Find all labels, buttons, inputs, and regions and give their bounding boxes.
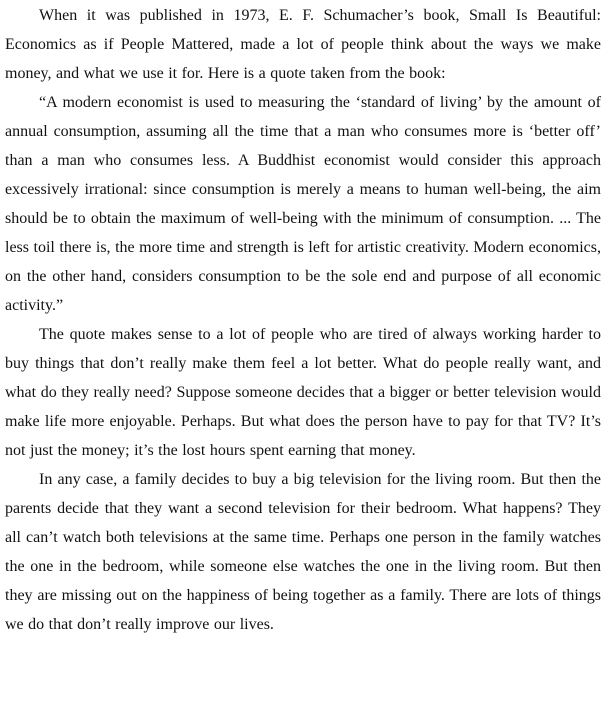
paragraph-intro: When it was published in 1973, E. F. Schumacher’s book, Small Is Beautiful: Economics as if People Mattered, made a lot of people think about the ways we make money, and what we use it for. Here is a quote taken from the book: [5,7,601,82]
paragraph-commentary: The quote makes sense to a lot of people who are tired of always working harder to buy things that don’t really make them feel a lot better. What do people really want, and what do they really need? Suppose someone decides that a bigger or better television would make life more enjoyable. Perhaps. But what does the person have to pay for that TV? It’s not just the money; it’s the lost hours spent earning that money. [5,326,601,459]
paragraph-television-example: In any case, a family decides to buy a big television for the living room. But then the parents decide that they want a second television for their bedroom. What happens? They all can’t watch both televisions at the same time. Perhaps one person in the family watches the one in the bedroom, while someone else watches the one in the living room. But then they are missing out on the happiness of being together as a family. There are lots of things we do that don’t really improve our lives. [5,471,601,633]
document-body [5,0,601,639]
paragraph-quote: “A modern economist is used to measuring the ‘standard of living’ by the amount of annual consumption, assuming all the time that a man who consumes more is ‘better off’ than a man who consumes less. A Buddhist economist would consider this approach excessively irrational: since consumption is merely a means to human well-being, the aim should be to obtain the maximum of well-being with the minimum of consumption. ... The less toil there is, the more time and strength is left for artistic creativity. Modern economics, on the other hand, considers consumption to be the sole end and purpose of all economic activity.” [5,94,601,314]
